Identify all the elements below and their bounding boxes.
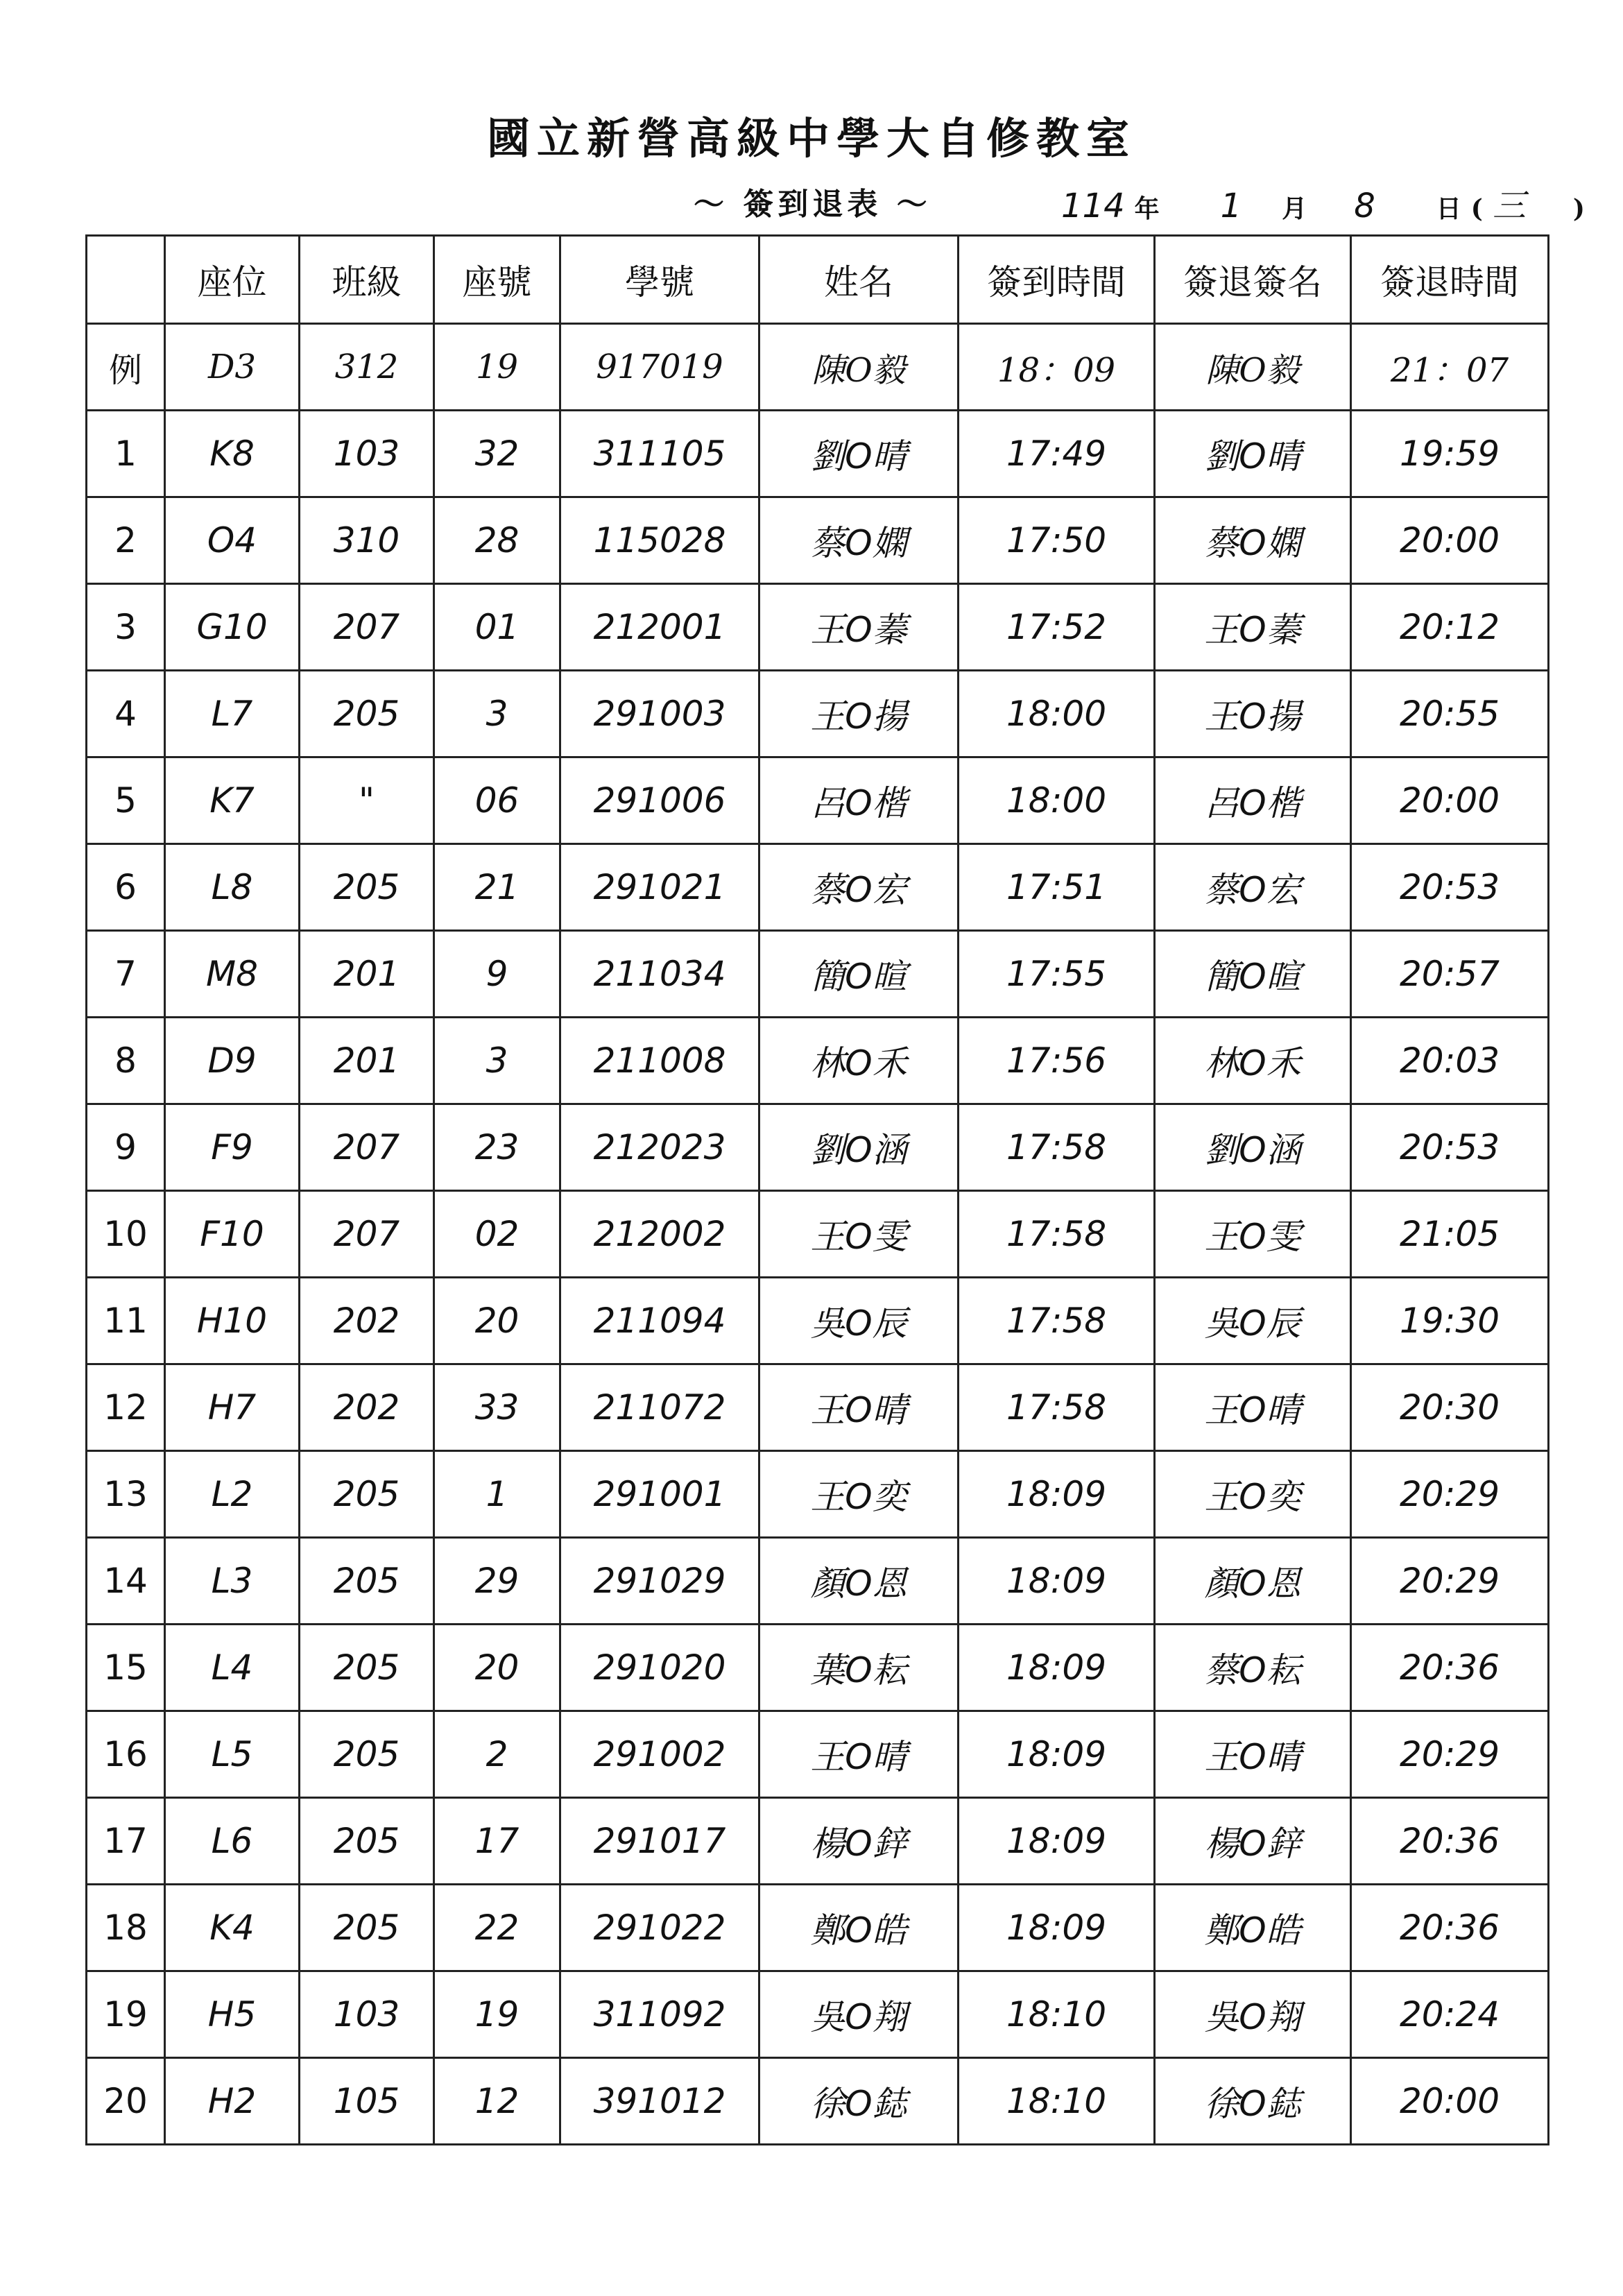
cell-student-id: 311092 — [560, 1971, 759, 2058]
example-signout-time: 21：07 — [1351, 324, 1549, 411]
cell-class: 310 — [300, 497, 434, 584]
table-row — [87, 1971, 1549, 2058]
cell-seat: L5 — [165, 1711, 300, 1798]
weekday-close: ) — [1572, 194, 1585, 223]
cell-class: 205 — [300, 1451, 434, 1538]
table-row — [87, 671, 1549, 757]
table-row — [87, 1625, 1549, 1711]
example-signin-time: 18：09 — [959, 324, 1155, 411]
cell-name: 徐O鋕 — [759, 2058, 959, 2145]
header-row — [87, 236, 1549, 324]
example-signout-signature: 陳O毅 — [1155, 324, 1351, 411]
sheet-subtitle: ～ 簽到退表 ～ — [694, 187, 931, 222]
cell-signout-time: 20:24 — [1351, 1971, 1549, 2058]
date-day-label: 日 — [1436, 194, 1461, 223]
col-header-signout-signature: 簽退簽名 — [1155, 236, 1351, 324]
cell-row-number: 4 — [87, 671, 165, 757]
cell-signin-time: 18:00 — [959, 757, 1155, 844]
cell-signout-signature: 蔡O宏 — [1155, 844, 1351, 931]
cell-signout-signature: 呂O楷 — [1155, 757, 1351, 844]
cell-student-id: 291001 — [560, 1451, 759, 1538]
cell-signin-time: 17:49 — [959, 411, 1155, 497]
cell-row-number: 19 — [87, 1971, 165, 2058]
cell-signout-time: 20:30 — [1351, 1364, 1549, 1451]
cell-signout-time: 19:59 — [1351, 411, 1549, 497]
cell-name: 王O揚 — [759, 671, 959, 757]
example-name: 陳O毅 — [759, 324, 959, 411]
cell-row-number: 13 — [87, 1451, 165, 1538]
example-label: 例 — [87, 324, 165, 411]
cell-row-number: 1 — [87, 411, 165, 497]
cell-class: 201 — [300, 1018, 434, 1104]
cell-seat-number: 3 — [434, 1018, 560, 1104]
table-row — [87, 497, 1549, 584]
cell-seat-number: 2 — [434, 1711, 560, 1798]
example-row — [87, 324, 1549, 411]
date-line — [1061, 179, 1585, 227]
cell-row-number: 15 — [87, 1625, 165, 1711]
cell-seat: K7 — [165, 757, 300, 844]
cell-row-number: 9 — [87, 1104, 165, 1191]
cell-seat-number: 33 — [434, 1364, 560, 1451]
cell-signout-signature: 吳O翔 — [1155, 1971, 1351, 2058]
cell-seat: H5 — [165, 1971, 300, 2058]
cell-class: 202 — [300, 1364, 434, 1451]
col-header-student-id: 學號 — [560, 236, 759, 324]
cell-signout-time: 20:03 — [1351, 1018, 1549, 1104]
cell-seat-number: 19 — [434, 1971, 560, 2058]
cell-row-number: 17 — [87, 1798, 165, 1885]
cell-signout-time: 21:05 — [1351, 1191, 1549, 1278]
cell-signout-signature: 王O蓁 — [1155, 584, 1351, 671]
cell-signin-time: 18:09 — [959, 1711, 1155, 1798]
table-row — [87, 1104, 1549, 1191]
col-header-seat: 座位 — [165, 236, 300, 324]
cell-signin-time: 17:58 — [959, 1104, 1155, 1191]
table-row — [87, 1364, 1549, 1451]
cell-seat: L8 — [165, 844, 300, 931]
cell-row-number: 10 — [87, 1191, 165, 1278]
cell-class: 205 — [300, 1625, 434, 1711]
cell-student-id: 291022 — [560, 1885, 759, 1971]
cell-name: 林O禾 — [759, 1018, 959, 1104]
cell-row-number: 5 — [87, 757, 165, 844]
cell-class: 207 — [300, 584, 434, 671]
cell-name: 劉O涵 — [759, 1104, 959, 1191]
table-row — [87, 931, 1549, 1018]
cell-seat: H2 — [165, 2058, 300, 2145]
cell-seat: K8 — [165, 411, 300, 497]
cell-signout-signature: 顏O恩 — [1155, 1538, 1351, 1625]
table-row — [87, 1885, 1549, 1971]
cell-name: 呂O楷 — [759, 757, 959, 844]
cell-seat: H7 — [165, 1364, 300, 1451]
cell-seat-number: 28 — [434, 497, 560, 584]
cell-class: 205 — [300, 671, 434, 757]
cell-student-id: 212001 — [560, 584, 759, 671]
cell-row-number: 8 — [87, 1018, 165, 1104]
cell-signin-time: 18:00 — [959, 671, 1155, 757]
cell-signin-time: 17:58 — [959, 1278, 1155, 1364]
cell-seat-number: 02 — [434, 1191, 560, 1278]
cell-signout-signature: 蔡O耘 — [1155, 1625, 1351, 1711]
cell-seat-number: 01 — [434, 584, 560, 671]
cell-seat: M8 — [165, 931, 300, 1018]
cell-signout-time: 20:00 — [1351, 757, 1549, 844]
cell-name: 吳O翔 — [759, 1971, 959, 2058]
cell-signout-signature: 王O晴 — [1155, 1364, 1351, 1451]
cell-name: 葉O耘 — [759, 1625, 959, 1711]
cell-student-id: 211094 — [560, 1278, 759, 1364]
cell-seat-number: 21 — [434, 844, 560, 931]
cell-name: 鄭O皓 — [759, 1885, 959, 1971]
cell-signin-time: 17:58 — [959, 1364, 1155, 1451]
cell-class: " — [300, 757, 434, 844]
cell-name: 王O雯 — [759, 1191, 959, 1278]
cell-student-id: 291003 — [560, 671, 759, 757]
date-month-label: 月 — [1282, 194, 1307, 223]
cell-row-number: 2 — [87, 497, 165, 584]
cell-signout-signature: 徐O鋕 — [1155, 2058, 1351, 2145]
cell-name: 蔡O嫻 — [759, 497, 959, 584]
cell-signout-time: 20:55 — [1351, 671, 1549, 757]
cell-name: 王O蓁 — [759, 584, 959, 671]
cell-name: 顏O恩 — [759, 1538, 959, 1625]
table-row — [87, 1018, 1549, 1104]
cell-seat: K4 — [165, 1885, 300, 1971]
cell-signout-time: 20:29 — [1351, 1538, 1549, 1625]
col-header-class: 班級 — [300, 236, 434, 324]
cell-signout-time: 20:29 — [1351, 1711, 1549, 1798]
cell-signin-time: 18:10 — [959, 1971, 1155, 2058]
cell-seat-number: 29 — [434, 1538, 560, 1625]
cell-seat-number: 32 — [434, 411, 560, 497]
cell-seat: L2 — [165, 1451, 300, 1538]
cell-student-id: 291020 — [560, 1625, 759, 1711]
cell-signout-time: 20:53 — [1351, 1104, 1549, 1191]
cell-name: 楊O鋅 — [759, 1798, 959, 1885]
cell-name: 王O奕 — [759, 1451, 959, 1538]
cell-student-id: 115028 — [560, 497, 759, 584]
cell-name: 劉O晴 — [759, 411, 959, 497]
cell-student-id: 212023 — [560, 1104, 759, 1191]
cell-student-id: 291006 — [560, 757, 759, 844]
cell-class: 205 — [300, 1885, 434, 1971]
cell-class: 202 — [300, 1278, 434, 1364]
cell-row-number: 7 — [87, 931, 165, 1018]
cell-signin-time: 17:58 — [959, 1191, 1155, 1278]
cell-class: 201 — [300, 931, 434, 1018]
table-row — [87, 1451, 1549, 1538]
table-row — [87, 411, 1549, 497]
table-row — [87, 1711, 1549, 1798]
cell-seat-number: 20 — [434, 1278, 560, 1364]
cell-signin-time: 17:55 — [959, 931, 1155, 1018]
cell-signout-signature: 王O揚 — [1155, 671, 1351, 757]
cell-signin-time: 18:09 — [959, 1798, 1155, 1885]
col-header-index — [87, 236, 165, 324]
table-row — [87, 757, 1549, 844]
cell-class: 103 — [300, 1971, 434, 2058]
subtitle-row — [0, 179, 1623, 228]
weekday-open: ( — [1470, 194, 1483, 223]
col-header-signout-time: 簽退時間 — [1351, 236, 1549, 324]
cell-seat: F10 — [165, 1191, 300, 1278]
cell-row-number: 20 — [87, 2058, 165, 2145]
cell-name: 王O晴 — [759, 1711, 959, 1798]
cell-row-number: 18 — [87, 1885, 165, 1971]
cell-signout-time: 20:00 — [1351, 2058, 1549, 2145]
cell-signout-time: 20:12 — [1351, 584, 1549, 671]
cell-signout-time: 19:30 — [1351, 1278, 1549, 1364]
date-weekday-value: 三 — [1492, 187, 1526, 225]
cell-signout-time: 20:29 — [1351, 1451, 1549, 1538]
cell-row-number: 6 — [87, 844, 165, 931]
cell-name: 蔡O宏 — [759, 844, 959, 931]
cell-signout-signature: 蔡O嫻 — [1155, 497, 1351, 584]
cell-signout-time: 20:36 — [1351, 1625, 1549, 1711]
table-row — [87, 584, 1549, 671]
table-row — [87, 1278, 1549, 1364]
cell-seat: G10 — [165, 584, 300, 671]
col-header-signin-time: 簽到時間 — [959, 236, 1155, 324]
cell-seat: O4 — [165, 497, 300, 584]
cell-seat-number: 12 — [434, 2058, 560, 2145]
cell-name: 王O晴 — [759, 1364, 959, 1451]
cell-row-number: 3 — [87, 584, 165, 671]
table-row — [87, 844, 1549, 931]
cell-seat-number: 17 — [434, 1798, 560, 1885]
cell-signout-signature: 王O奕 — [1155, 1451, 1351, 1538]
cell-class: 205 — [300, 1798, 434, 1885]
cell-signout-time: 20:36 — [1351, 1798, 1549, 1885]
cell-student-id: 212002 — [560, 1191, 759, 1278]
cell-class: 103 — [300, 411, 434, 497]
cell-class: 205 — [300, 844, 434, 931]
cell-seat: D9 — [165, 1018, 300, 1104]
example-student-id: 917019 — [560, 324, 759, 411]
cell-name: 吳O辰 — [759, 1278, 959, 1364]
cell-signin-time: 18:09 — [959, 1538, 1155, 1625]
cell-seat-number: 06 — [434, 757, 560, 844]
table-row — [87, 1191, 1549, 1278]
cell-signout-signature: 林O禾 — [1155, 1018, 1351, 1104]
cell-class: 207 — [300, 1104, 434, 1191]
example-seat: D3 — [165, 324, 300, 411]
cell-seat: F9 — [165, 1104, 300, 1191]
cell-seat-number: 23 — [434, 1104, 560, 1191]
cell-seat: L4 — [165, 1625, 300, 1711]
cell-signin-time: 17:56 — [959, 1018, 1155, 1104]
example-class: 312 — [300, 324, 434, 411]
date-month-value: 1 — [1220, 187, 1242, 225]
col-header-name: 姓名 — [759, 236, 959, 324]
cell-signout-signature: 鄭O皓 — [1155, 1885, 1351, 1971]
cell-student-id: 291017 — [560, 1798, 759, 1885]
table-row — [87, 1538, 1549, 1625]
date-year-label: 年 — [1134, 194, 1160, 223]
cell-signout-time: 20:00 — [1351, 497, 1549, 584]
cell-seat-number: 9 — [434, 931, 560, 1018]
cell-student-id: 211034 — [560, 931, 759, 1018]
cell-student-id: 391012 — [560, 2058, 759, 2145]
cell-student-id: 291029 — [560, 1538, 759, 1625]
cell-class: 205 — [300, 1538, 434, 1625]
cell-signout-time: 20:53 — [1351, 844, 1549, 931]
cell-signout-signature: 劉O涵 — [1155, 1104, 1351, 1191]
cell-signout-signature: 劉O晴 — [1155, 411, 1351, 497]
cell-seat-number: 1 — [434, 1451, 560, 1538]
cell-signin-time: 17:51 — [959, 844, 1155, 931]
date-year-value: 114 — [1061, 187, 1125, 225]
cell-seat: L3 — [165, 1538, 300, 1625]
cell-student-id: 291021 — [560, 844, 759, 931]
signin-table — [85, 234, 1549, 2145]
cell-row-number: 12 — [87, 1364, 165, 1451]
cell-seat-number: 3 — [434, 671, 560, 757]
cell-signin-time: 17:50 — [959, 497, 1155, 584]
cell-seat: L6 — [165, 1798, 300, 1885]
table-row — [87, 2058, 1549, 2145]
example-seat-number: 19 — [434, 324, 560, 411]
cell-row-number: 11 — [87, 1278, 165, 1364]
cell-row-number: 16 — [87, 1711, 165, 1798]
cell-class: 207 — [300, 1191, 434, 1278]
cell-signout-signature: 楊O鋅 — [1155, 1798, 1351, 1885]
cell-student-id: 311105 — [560, 411, 759, 497]
cell-seat: H10 — [165, 1278, 300, 1364]
cell-seat: L7 — [165, 671, 300, 757]
cell-student-id: 211008 — [560, 1018, 759, 1104]
cell-student-id: 291002 — [560, 1711, 759, 1798]
cell-seat-number: 20 — [434, 1625, 560, 1711]
cell-signout-time: 20:36 — [1351, 1885, 1549, 1971]
cell-signout-signature: 王O晴 — [1155, 1711, 1351, 1798]
cell-row-number: 14 — [87, 1538, 165, 1625]
cell-signin-time: 18:09 — [959, 1451, 1155, 1538]
cell-seat-number: 22 — [434, 1885, 560, 1971]
col-header-seat-number: 座號 — [434, 236, 560, 324]
cell-class: 205 — [300, 1711, 434, 1798]
date-day-value: 8 — [1354, 187, 1375, 225]
cell-signout-time: 20:57 — [1351, 931, 1549, 1018]
table-row — [87, 1798, 1549, 1885]
sheet-title: 國立新營高級中學大自修教室 — [486, 113, 1136, 164]
cell-class: 105 — [300, 2058, 434, 2145]
cell-signin-time: 17:52 — [959, 584, 1155, 671]
cell-signin-time: 18:09 — [959, 1625, 1155, 1711]
cell-signout-signature: 王O雯 — [1155, 1191, 1351, 1278]
cell-signout-signature: 簡O暄 — [1155, 931, 1351, 1018]
cell-signout-signature: 吳O辰 — [1155, 1278, 1351, 1364]
cell-name: 簡O暄 — [759, 931, 959, 1018]
cell-signin-time: 18:09 — [959, 1885, 1155, 1971]
cell-signin-time: 18:10 — [959, 2058, 1155, 2145]
cell-student-id: 211072 — [560, 1364, 759, 1451]
